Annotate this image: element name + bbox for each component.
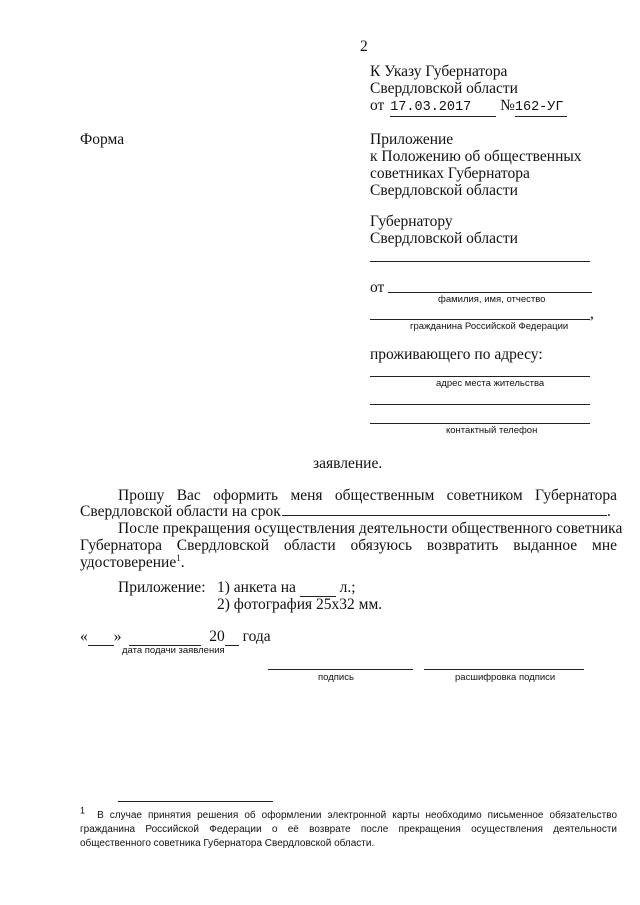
year-word: года <box>242 628 271 645</box>
footnote-text: В случае принятия решения об оформлении электронной карты необходимо письменное обязательство гражданина Российской Федерации о её возврате после прекращения осуществления деятельности общественного советника Губернатора Свердловской области. <box>80 810 618 849</box>
para1-text-a: Прошу Вас оформить меня общественным советником Губернатора <box>118 487 617 504</box>
appendix-item-1-suffix: л.; <box>339 579 356 596</box>
signature-decode-line <box>424 669 584 670</box>
term-line <box>282 515 607 516</box>
para1-text-b: Свердловской области на срок <box>80 503 281 520</box>
footnote-ref: 1 <box>176 552 181 563</box>
period: . <box>607 503 611 520</box>
decree-date-prefix: от <box>370 97 385 114</box>
date-close-quote: » <box>113 628 122 645</box>
full-name-line <box>388 292 592 293</box>
appendix-line-3: советниках Губернатора <box>370 165 530 182</box>
decree-number: 162-УГ <box>515 99 567 117</box>
residing-label: проживающего по адресу: <box>370 346 543 363</box>
para2-text-b: Губернатора Свердловской области обязуюсь возвратить выданное мне <box>80 537 617 554</box>
para2-line-c: удостоверение$^1$. <box>80 552 185 571</box>
appendix-item-1 <box>217 579 356 597</box>
para1-line-b <box>80 503 281 520</box>
citizen-line <box>370 319 590 320</box>
para2-text-c: удостоверение <box>80 554 177 571</box>
footnote-mark: 1 <box>80 805 86 816</box>
day-line <box>88 628 114 646</box>
date-century: 20 <box>209 628 225 645</box>
date-open-quote: « <box>80 628 88 645</box>
from-prefix: от <box>370 279 385 296</box>
signature-caption: подпись <box>318 672 354 683</box>
footnote-separator <box>118 801 273 802</box>
para2-line-b <box>80 537 617 554</box>
appendix-line-1: Приложение <box>370 131 454 148</box>
decree-line-2: Свердловской области <box>370 80 518 97</box>
signature-decode-caption: расшифровка подписи <box>455 672 556 683</box>
addressee-line-1: Губернатору <box>370 213 453 230</box>
year-line <box>225 628 239 646</box>
addressee-name-line <box>370 261 590 262</box>
addressee-line-2: Свердловской области <box>370 230 518 247</box>
phone-caption: контактный телефон <box>446 425 538 436</box>
signature-line <box>268 669 413 670</box>
para2-text-a: После прекращения осуществления деятельности общественного советника <box>118 520 623 537</box>
appendix-label: Приложение: <box>118 579 206 596</box>
decree-date: 17.03.2017 <box>390 99 496 117</box>
sheets-count-line <box>300 579 336 597</box>
month-line <box>129 628 201 646</box>
para2-line-a <box>118 520 623 537</box>
page-number: 2 <box>360 38 368 55</box>
para1-line-a <box>118 487 617 504</box>
footnote <box>80 805 618 851</box>
address-line-1 <box>370 376 590 377</box>
form-label: Форма <box>80 131 125 148</box>
date-row <box>80 628 271 646</box>
decree-date-row <box>370 97 567 117</box>
full-name-caption: фамилия, имя, отчество <box>438 294 546 305</box>
address-caption: адрес места жительства <box>436 378 545 389</box>
appendix-line-2: к Положению об общественных <box>370 148 582 165</box>
citizen-caption: гражданина Российской Федерации <box>410 321 569 332</box>
comma: , <box>590 305 594 322</box>
date-caption: дата подачи заявления <box>122 645 225 656</box>
decree-number-prefix: № <box>500 97 515 114</box>
appendix-item-2: 2) фотография 25х32 мм. <box>217 596 383 613</box>
appendix-line-4: Свердловской области <box>370 182 518 199</box>
appendix-item-1-text: 1) анкета на <box>217 579 296 596</box>
address-line-2 <box>370 404 590 405</box>
phone-line <box>370 423 590 424</box>
decree-line-1: К Указу Губернатора <box>370 63 508 80</box>
document-title: заявление. <box>313 455 383 472</box>
